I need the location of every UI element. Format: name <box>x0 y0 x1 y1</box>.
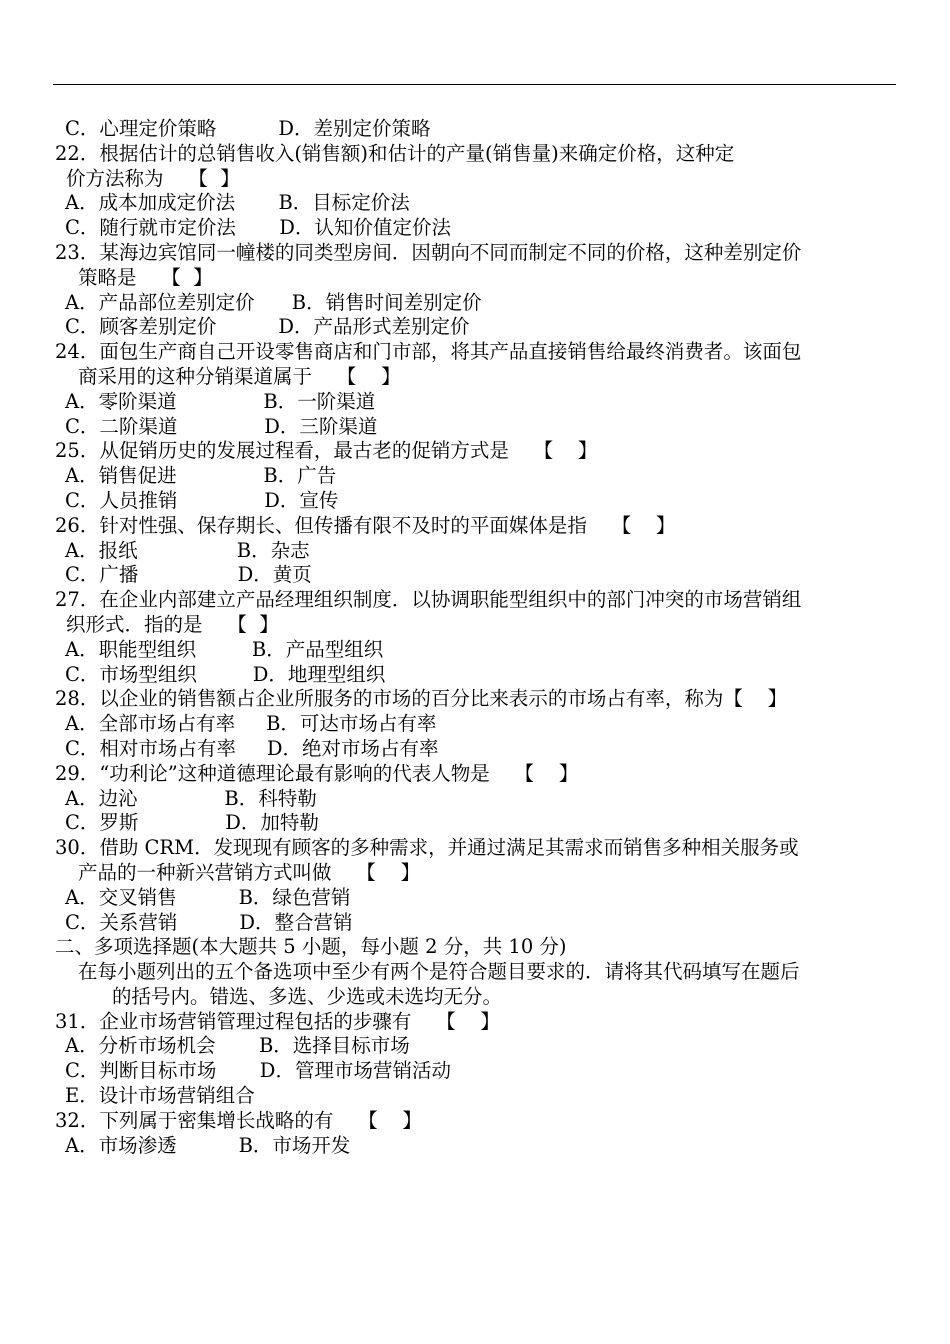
question-22: 22．根据估计的总销售收入(销售额)和估计的产量(销售量)来确定价格，这种定 <box>55 141 735 165</box>
question-24: 24．面包生产商自己开设零售商店和门市部，将其产品直接销售给最终消费者。该面包 <box>55 340 802 364</box>
option-line: A．交叉销售 B．绿色营销 <box>65 885 351 909</box>
section-instructions: 在每小题列出的五个备选项中至少有两个是符合题目要求的．请将其代码填写在题后 <box>78 960 800 984</box>
option-line: A．销售促进 B．广告 <box>65 464 337 488</box>
question-30-continuation: 产品的一种新兴营销方式叫做 【 】 <box>78 860 421 884</box>
question-29: 29．“功利论”这种道德理论最有影响的代表人物是 【 】 <box>55 761 579 785</box>
option-line: C．人员推销 D．宣传 <box>65 488 339 512</box>
header-rule <box>53 84 896 85</box>
option-line: C．判断目标市场 D．管理市场营销活动 <box>65 1059 451 1083</box>
option-line: C．广播 D．黄页 <box>65 563 312 587</box>
option-line: C．关系营销 D．整合营销 <box>65 910 353 934</box>
question-23-continuation: 策略是 【 】 <box>78 265 213 289</box>
question-27: 27．在企业内部建立产品经理组织制度．以协调职能型组织中的部门冲突的市场营销组 <box>55 588 802 612</box>
option-line: A．成本加成定价法 B．目标定价法 <box>65 191 410 215</box>
question-22-continuation: 价方法称为 【 】 <box>66 166 240 190</box>
option-line: C．随行就市定价法 D．认知价值定价法 <box>65 216 451 240</box>
option-line: A．市场渗透 B．市场开发 <box>65 1133 351 1157</box>
option-line: C．市场型组织 D．地理型组织 <box>65 662 386 686</box>
document-body <box>55 117 900 1158</box>
section-heading: 二、多项选择题(本大题共 5 小题，每小题 2 分，共 10 分) <box>55 935 567 959</box>
option-line: C．相对市场占有率 D．绝对市场占有率 <box>65 736 439 760</box>
question-28: 28．以企业的销售额占企业所服务的市场的百分比来表示的市场占有率，称为【 】 <box>55 687 788 711</box>
option-line: A．职能型组织 B．产品型组织 <box>65 637 384 661</box>
question-32: 32．下列属于密集增长战略的有 【 】 <box>55 1108 422 1132</box>
option-line: C．心理定价策略 D．差别定价策略 <box>65 117 431 140</box>
question-30: 30．借助 CRM．发现现有顾客的多种需求，并通过满足其需求而销售多种相关服务或 <box>55 836 799 860</box>
option-line: A．报纸 B．杂志 <box>65 538 310 562</box>
option-line: A．分析市场机会 B．选择目标市场 <box>65 1034 410 1058</box>
option-line: A．零阶渠道 B．一阶渠道 <box>65 389 376 413</box>
option-line: A．产品部位差别定价 B．销售时间差别定价 <box>65 290 482 314</box>
question-23: 23．某海边宾馆同一幢楼的同类型房间．因朝向不同而制定不同的价格，这种差别定价 <box>55 240 802 264</box>
option-line: C．罗斯 D．加特勒 <box>65 811 319 835</box>
question-31: 31．企业市场营销管理过程包括的步骤有 【 】 <box>55 1009 500 1033</box>
option-line: A．边沁 B．科特勒 <box>65 786 317 810</box>
question-25: 25．从促销历史的发展过程看，最古老的促销方式是 【 】 <box>55 439 598 463</box>
option-line: A．全部市场占有率 B．可达市场占有率 <box>65 712 437 736</box>
section-instructions-continuation: 的括号内。错选、多选、少选或未选均无分。 <box>112 984 503 1008</box>
option-line: E．设计市场营销组合 <box>65 1084 255 1108</box>
option-line: C．二阶渠道 D．三阶渠道 <box>65 414 378 438</box>
question-27-continuation: 织形式．指的是 【 】 <box>66 612 279 636</box>
question-24-continuation: 商采用的这种分销渠道属于 【 】 <box>78 364 401 388</box>
question-26: 26．针对性强、保存期长、但传播有限不及时的平面媒体是指 【 】 <box>55 513 676 537</box>
option-line: C．顾客差别定价 D．产品形式差别定价 <box>65 315 470 339</box>
